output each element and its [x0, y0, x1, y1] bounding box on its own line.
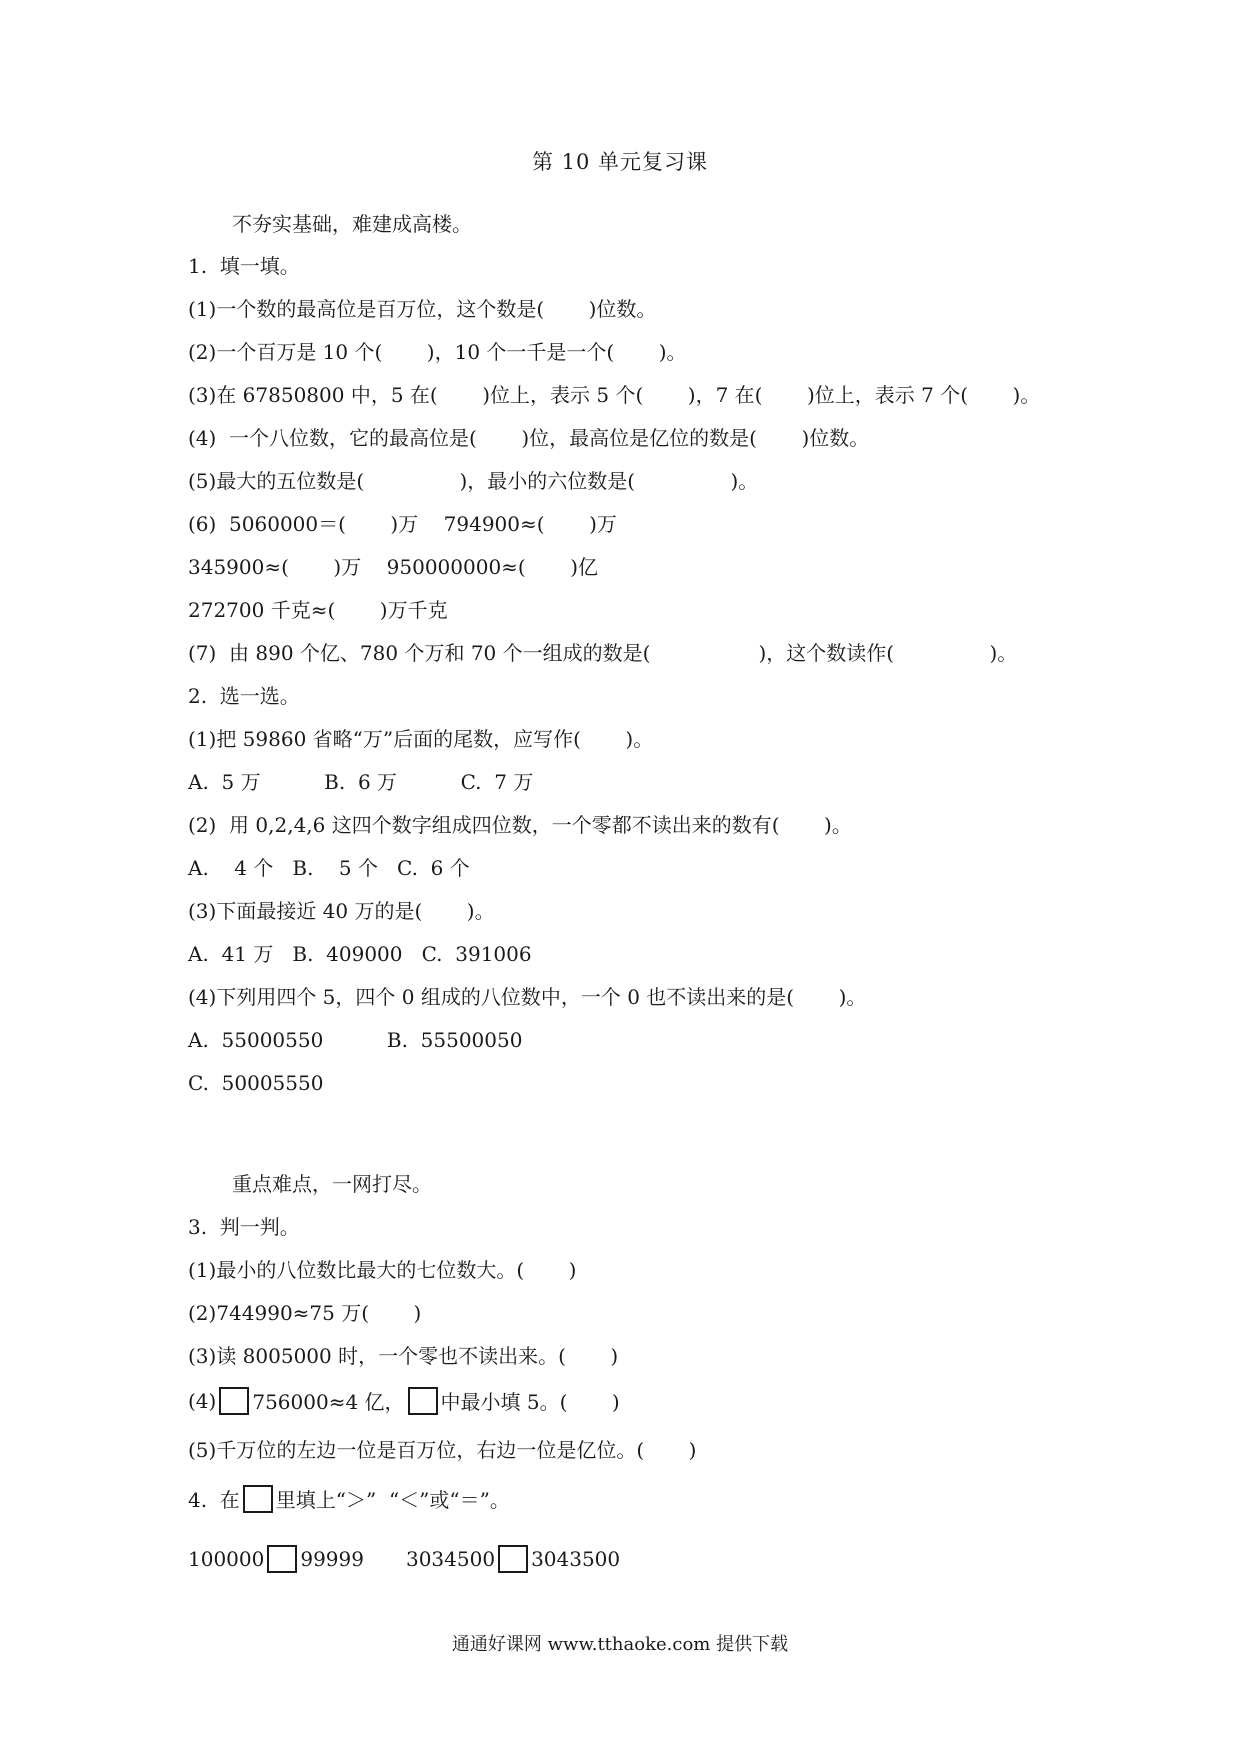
- q4-heading: [188, 1484, 510, 1513]
- compare-box[interactable]: [267, 1545, 297, 1573]
- q2-item-4: (4)下列用四个 5，四个 0 组成的八位数中，一个 0 也不读出来的是( )。: [188, 985, 867, 1009]
- q2-item-1-options: A. 5 万 B. 6 万 C. 7 万: [188, 770, 534, 794]
- q4-compare-b-left: 3034500: [405, 1547, 496, 1571]
- section-heading-key-points: 重点难点，一网打尽。: [232, 1172, 432, 1196]
- page-title: 第 10 单元复习课: [531, 150, 709, 174]
- q2-item-4-options: A. 55000550 B. 55500050: [188, 1028, 523, 1052]
- q3-heading: 3. 判一判。: [188, 1215, 300, 1239]
- q3-item-4-suffix: 中最小填 5。( ): [440, 1390, 620, 1414]
- q2-item-2: (2) 用 0,2,4,6 这四个数字组成四位数，一个零都不读出来的数有( )。: [188, 813, 852, 837]
- compare-box[interactable]: [498, 1545, 528, 1573]
- answer-box[interactable]: [408, 1387, 438, 1415]
- q3-item-3: (3)读 8005000 时，一个零也不读出来。( ): [188, 1344, 619, 1368]
- symbol-box-example: [243, 1485, 273, 1513]
- q1-item-7: (7) 由 890 个亿、780 个万和 70 个一组成的数是( )，这个数读作( )。: [188, 641, 1018, 665]
- footer-credit: 通通好课网 www.tthaoke.com 提供下载: [451, 1634, 789, 1655]
- q1-item-3: (3)在 67850800 中，5 在( )位上，表示 5 个( )，7 在( )位上，表示 7 个( )。: [188, 383, 1041, 407]
- q4-compare-b-right: 3043500: [531, 1547, 621, 1571]
- q2-item-4-options-cont: C. 50005550: [188, 1071, 324, 1095]
- q3-item-2: (2)744990≈75 万( ): [188, 1301, 422, 1325]
- q1-item-4: (4) 一个八位数，它的最高位是( )位，最高位是亿位的数是( )位数。: [188, 426, 870, 450]
- q1-item-2: (2)一个百万是 10 个( )，10 个一千是一个( )。: [188, 340, 687, 364]
- q4-comparisons: [188, 1545, 620, 1573]
- q4-compare-a-left: 100000: [188, 1547, 265, 1571]
- q1-heading: 1. 填一填。: [188, 254, 300, 278]
- q1-item-5: (5)最大的五位数是( )，最小的六位数是( )。: [188, 469, 759, 493]
- q3-item-1: (1)最小的八位数比最大的七位数大。( ): [188, 1258, 577, 1282]
- answer-box[interactable]: [219, 1387, 249, 1415]
- q2-heading: 2. 选一选。: [188, 684, 300, 708]
- q1-item-6-cont2: 272700 千克≈( )万千克: [188, 598, 448, 622]
- q3-item-4-prefix: (4): [188, 1388, 217, 1413]
- q3-item-4: [188, 1386, 620, 1415]
- q3-item-4-mid: 756000≈4 亿，: [252, 1390, 405, 1414]
- q2-item-3: (3)下面最接近 40 万的是( )。: [188, 899, 495, 923]
- q4-heading-prefix: 4. 在: [188, 1488, 240, 1512]
- q1-item-1: (1)一个数的最高位是百万位，这个数是( )位数。: [188, 297, 657, 321]
- q3-item-5: (5)千万位的左边一位是百万位，右边一位是亿位。( ): [188, 1438, 697, 1462]
- q4-heading-suffix: 里填上“＞” “＜”或“＝”。: [275, 1488, 510, 1512]
- q4-compare-a-right: 99999: [300, 1547, 364, 1571]
- q2-item-2-options: A. 4 个 B. 5 个 C. 6 个: [188, 856, 470, 880]
- q1-item-6: (6) 5060000＝( )万 794900≈( )万: [188, 512, 617, 536]
- q1-item-6-cont: 345900≈( )万 950000000≈( )亿: [188, 555, 599, 579]
- section-heading-basics: 不夯实基础，难建成高楼。: [232, 212, 472, 236]
- q2-item-3-options: A. 41 万 B. 409000 C. 391006: [188, 942, 532, 966]
- q2-item-1: (1)把 59860 省略“万”后面的尾数，应写作( )。: [188, 727, 654, 751]
